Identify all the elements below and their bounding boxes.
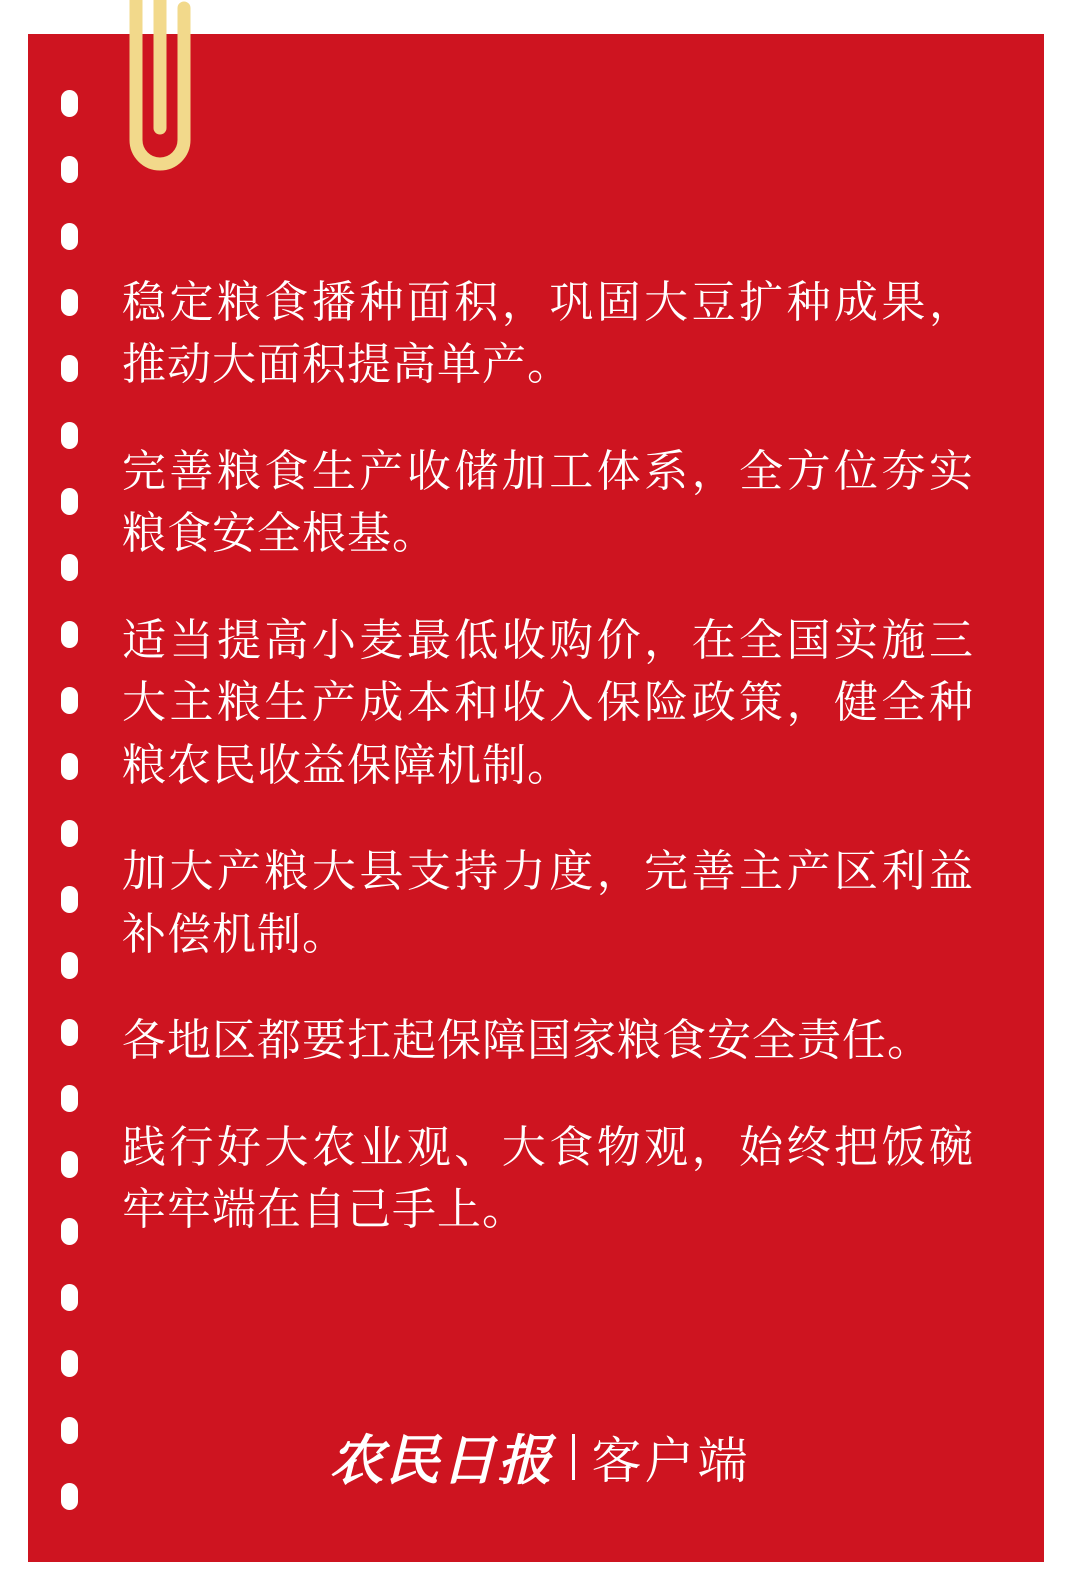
punch-hole: [61, 621, 78, 648]
punch-hole: [61, 289, 78, 316]
punch-hole: [61, 687, 78, 714]
punch-hole: [61, 886, 78, 913]
punch-hole: [61, 1350, 78, 1377]
punch-hole: [61, 1151, 78, 1178]
punch-hole: [61, 753, 78, 780]
punch-hole: [61, 1085, 78, 1112]
punch-hole: [61, 820, 78, 847]
punch-hole-column: [56, 90, 82, 1510]
paperclip-icon: [104, 0, 200, 190]
punch-hole: [61, 1019, 78, 1046]
punch-hole: [61, 952, 78, 979]
brand-divider: [572, 1434, 575, 1480]
punch-hole: [61, 422, 78, 449]
paragraph-3: 适当提高小麦最低收购价，在全国实施三大主粮生产成本和收入保险政策，健全种粮农民收益保障机制。: [122, 615, 974, 790]
body-text: [122, 272, 974, 1242]
paragraph-1: 稳定粮食播种面积，巩固大豆扩种成果，推动大面积提高单产。: [122, 278, 974, 390]
punch-hole: [61, 355, 78, 382]
brand-subtitle: 客户端: [591, 1432, 751, 1489]
paragraph-6: 践行好大农业观、大食物观，始终把饭碗牢牢端在自己手上。: [122, 1122, 974, 1235]
punch-hole: [61, 488, 78, 515]
paragraph-4: 加大产粮大县支持力度，完善主产区利益补偿机制。: [122, 847, 974, 959]
footer-brand: [0, 1418, 1080, 1495]
punch-hole: [61, 90, 78, 117]
punch-hole: [61, 223, 78, 250]
punch-hole: [61, 156, 78, 183]
punch-hole: [61, 554, 78, 581]
paragraph-2: 完善粮食生产收储加工体系，全方位夯实粮食安全根基。: [122, 446, 974, 559]
brand-name: 农民日报: [329, 1431, 554, 1491]
punch-hole: [61, 1218, 78, 1245]
paragraph-5: 各地区都要扛起保障国家粮食安全责任。: [122, 1016, 932, 1066]
punch-hole: [61, 1284, 78, 1311]
